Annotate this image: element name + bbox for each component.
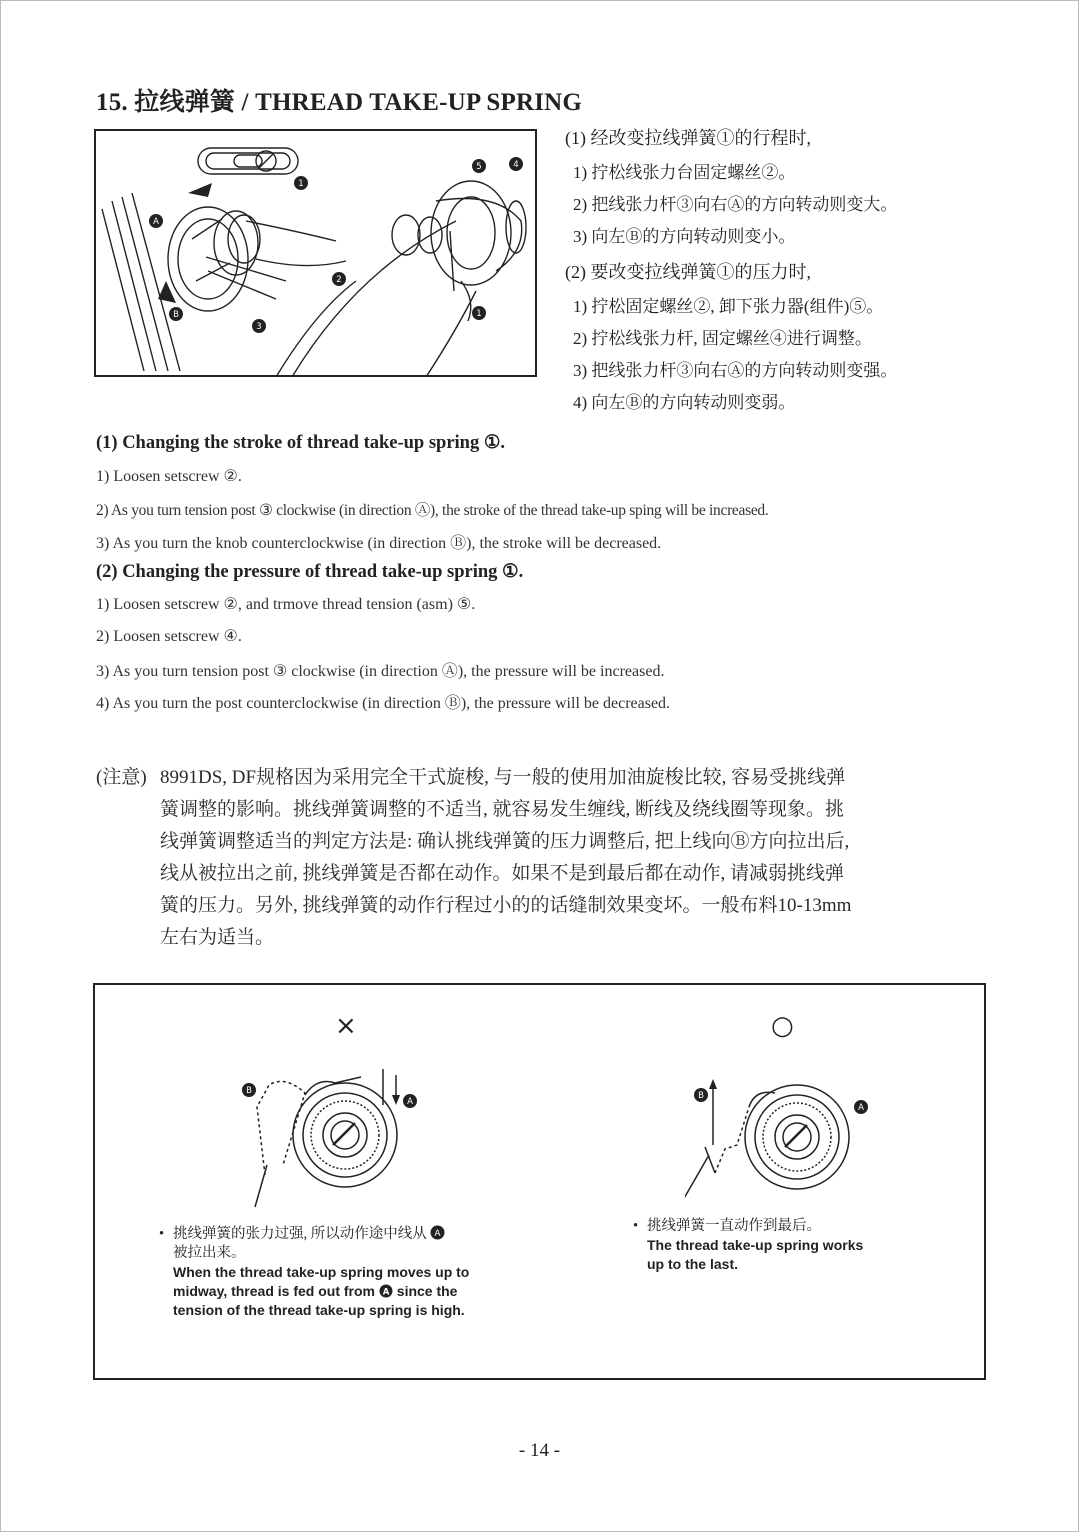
note-line: 簧调整的影响。挑线弹簧调整的不适当, 就容易发生缠线, 断线及绕线圈等现象。挑: [160, 799, 845, 820]
correct-caption-en-2: up to the last.: [647, 1256, 738, 1272]
note-line: 线弹簧调整适当的判定方法是: 确认挑线弹簧的压力调整后, 把上线向Ⓑ方向拉出后,: [160, 831, 850, 852]
correct-caption-cn: 挑线弹簧一直动作到最后。: [647, 1218, 821, 1234]
correct-mark-icon: ○: [771, 1011, 794, 1041]
wrong-caption: • 挑线弹簧的张力过强, 所以动作途中线从 A 被拉出来。 When the thread take-up spring moves up to midway, thread is fed out from A since the tension of the thread take-up spring is high.: [173, 1225, 553, 1320]
en-part2-step: 2) Loosen setscrew ④.: [96, 628, 242, 645]
wrong-caption-en-2a: midway, thread is fed out from: [173, 1283, 375, 1299]
marker-1-label: 1: [298, 179, 304, 189]
en-part2-step: 3) As you turn tension post ③ clockwise (in direction Ⓐ), the pressure will be increased.: [96, 663, 665, 680]
correct-caption-en-1: The thread take-up spring works: [647, 1237, 864, 1253]
down-arrow-icon: [392, 1095, 400, 1105]
marker-a-badge-icon: [430, 1225, 445, 1240]
right-marker-b: B: [698, 1091, 704, 1101]
cn-part2-step: 4) 向左Ⓑ的方向转动则变弱。: [573, 393, 796, 412]
cn-part2-step: 2) 拧松线张力杆, 固定螺丝④进行调整。: [573, 329, 872, 348]
cn-part2-heading: (2) 要改变拉线弹簧①的压力时,: [565, 262, 811, 282]
svg-text:A: A: [434, 1229, 441, 1239]
marker-a-badge-icon: [379, 1284, 393, 1298]
cn-part1-step: 3) 向左Ⓑ的方向转动则变小。: [573, 227, 796, 246]
wrong-caption-en-3: tension of the thread take-up spring is high.: [173, 1302, 465, 1318]
en-part2-heading: (2) Changing the pressure of thread take-up spring ①.: [96, 562, 524, 582]
svg-text:A: A: [382, 1287, 390, 1298]
wrong-mark-icon: ×: [335, 1011, 357, 1041]
cn-part2-step: 1) 拧松固定螺丝②, 卸下张力器(组件)⑤。: [573, 297, 884, 316]
cn-part1-step: 2) 把线张力杆③向右Ⓐ的方向转动则变大。: [573, 195, 898, 214]
marker-a-label: A: [153, 217, 159, 227]
note-line: 簧的压力。另外, 挑线弹簧的动作行程过小的的话缝制效果变坏。一般布料10-13mm: [160, 895, 852, 916]
note-body: [160, 762, 990, 954]
wrong-caption-en-1: When the thread take-up spring moves up to: [173, 1264, 470, 1280]
wrong-caption-en-2b: since the: [396, 1283, 458, 1299]
en-part2-step: 4) As you turn the post counterclockwise (in direction Ⓑ), the pressure will be decreased.: [96, 695, 671, 712]
en-part1-heading: (1) Changing the stroke of thread take-up spring ①.: [96, 433, 506, 453]
tension-assembly-illustration: [96, 131, 537, 377]
note-line: 8991DS, DF规格因为采用完全干式旋梭, 与一般的使用加油旋梭比较, 容易受挑线弹: [160, 767, 846, 788]
wrong-caption-cn-2: 被拉出来。: [173, 1245, 246, 1261]
correct-spring-diagram: [685, 1065, 885, 1215]
en-part1-step: 3) As you turn the knob counterclockwise (in direction Ⓑ), the stroke will be decreased.: [96, 535, 662, 552]
section-title: 15. 拉线弹簧 / THREAD TAKE-UP SPRING: [96, 89, 583, 116]
cn-part1-step: 1) 拧松线张力台固定螺丝②。: [573, 163, 796, 182]
wrong-marker-a: A: [407, 1097, 413, 1107]
marker-3-label: 3: [256, 322, 262, 332]
wrong-spring-diagram: [235, 1065, 435, 1215]
marker-1b-label: 1: [476, 309, 482, 319]
marker-2-label: 2: [336, 275, 342, 285]
cn-part1-heading: (1) 经改变拉线弹簧①的行程时,: [565, 128, 811, 148]
note-label: (注意): [96, 767, 147, 788]
correct-caption: • 挑线弹簧一直动作到最后。 The thread take-up spring works up to the last.: [647, 1217, 947, 1274]
en-part1-step: 1) Loosen setscrew ②.: [96, 468, 242, 485]
right-marker-a: A: [858, 1103, 864, 1113]
en-part1-step: 2) As you turn tension post ③ clockwise (in direction Ⓐ), the stroke of the thread take-up sping will be increased.: [96, 502, 769, 519]
wrong-marker-b: B: [246, 1086, 252, 1096]
spring-adjustment-comparison-figure: [93, 983, 986, 1380]
page-number: - 14 -: [518, 1440, 561, 1461]
note-line: 线从被拉出之前, 挑线弹簧是否都在动作。如果不是到最后都在动作, 请减弱挑线弹: [160, 863, 845, 884]
marker-5-label: 5: [476, 162, 482, 172]
wrong-caption-cn: 挑线弹簧的张力过强, 所以动作途中线从: [173, 1226, 427, 1242]
marker-4-label: 4: [513, 160, 519, 170]
tension-assembly-figure: [94, 129, 537, 377]
up-arrow-icon: [709, 1079, 717, 1089]
note-line: 左右为适当。: [160, 927, 275, 948]
marker-b-label: B: [173, 310, 179, 320]
cn-part2-step: 3) 把线张力杆③向右Ⓐ的方向转动则变强。: [573, 361, 898, 380]
en-part2-step: 1) Loosen setscrew ②, and trmove thread tension (asm) ⑤.: [96, 596, 476, 613]
